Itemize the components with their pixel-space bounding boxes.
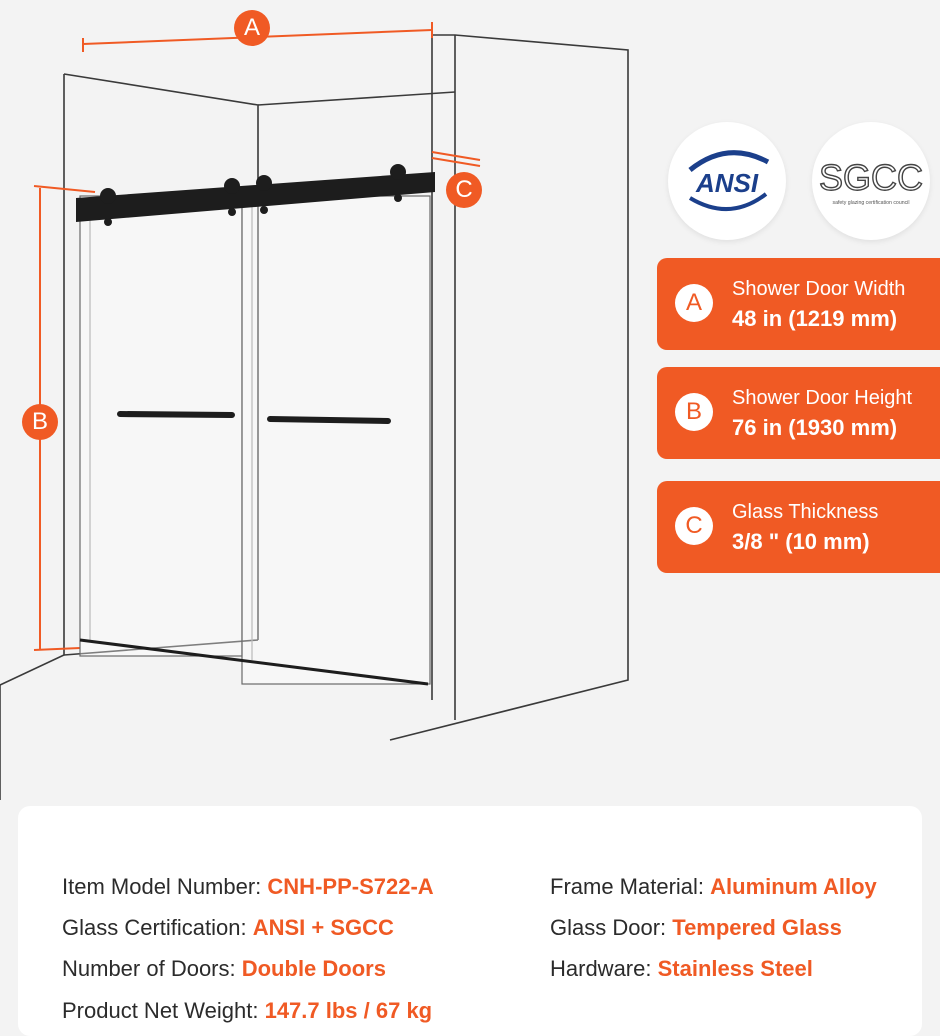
spec-label-height: Shower Door Height	[732, 387, 913, 409]
sgcc-logo-text: SGCC	[818, 157, 924, 198]
info-number-of-doors	[62, 956, 386, 982]
spec-label-thickness: Glass Thickness	[732, 501, 879, 523]
spec-value-width: 48 in (1219 mm)	[732, 306, 898, 331]
info-label: Glass Certification:	[62, 915, 253, 940]
product-info-panel	[18, 806, 922, 1036]
info-label: Number of Doors:	[62, 956, 242, 981]
info-value: Double Doors	[241, 956, 386, 981]
info-glass-certification	[62, 915, 394, 941]
spec-card-width	[657, 258, 940, 350]
sgcc-logo-icon	[812, 122, 930, 240]
spec-value-thickness: 3/8 " (10 mm)	[732, 529, 870, 554]
spec-letter-b: B	[675, 393, 713, 431]
spec-card-thickness	[657, 481, 940, 573]
info-value: Aluminum Alloy	[710, 874, 877, 899]
info-label: Glass Door:	[550, 915, 673, 940]
dimension-marker-b: B	[22, 404, 58, 440]
spec-card-height	[657, 367, 940, 459]
info-value: Stainless Steel	[657, 956, 813, 981]
dimension-marker-a: A	[234, 10, 270, 46]
spec-letter-c: C	[675, 507, 713, 545]
sgcc-badge	[812, 122, 930, 240]
ansi-logo-text: ANSI	[695, 168, 759, 198]
spec-value-height: 76 in (1930 mm)	[732, 415, 898, 440]
info-label: Frame Material:	[550, 874, 711, 899]
info-frame-material	[550, 874, 877, 900]
info-value: CNH-PP-S722-A	[267, 874, 434, 899]
info-value: 147.7 lbs / 67 kg	[264, 998, 433, 1023]
spec-label-width: Shower Door Width	[732, 278, 906, 300]
info-label: Hardware:	[550, 956, 658, 981]
ansi-logo-icon	[668, 122, 786, 240]
info-label: Item Model Number:	[62, 874, 268, 899]
glass-panels	[80, 196, 430, 684]
info-model-number	[62, 874, 434, 900]
info-value: ANSI + SGCC	[252, 915, 394, 940]
ansi-badge	[668, 122, 786, 240]
info-value: Tempered Glass	[672, 915, 842, 940]
dimension-marker-c: C	[446, 172, 482, 208]
info-net-weight	[62, 998, 432, 1024]
info-glass-door	[550, 915, 842, 941]
spec-letter-a: A	[675, 284, 713, 322]
info-hardware	[550, 956, 813, 982]
info-label: Product Net Weight:	[62, 998, 265, 1023]
sgcc-tagline: safety glazing certification council	[832, 200, 910, 206]
